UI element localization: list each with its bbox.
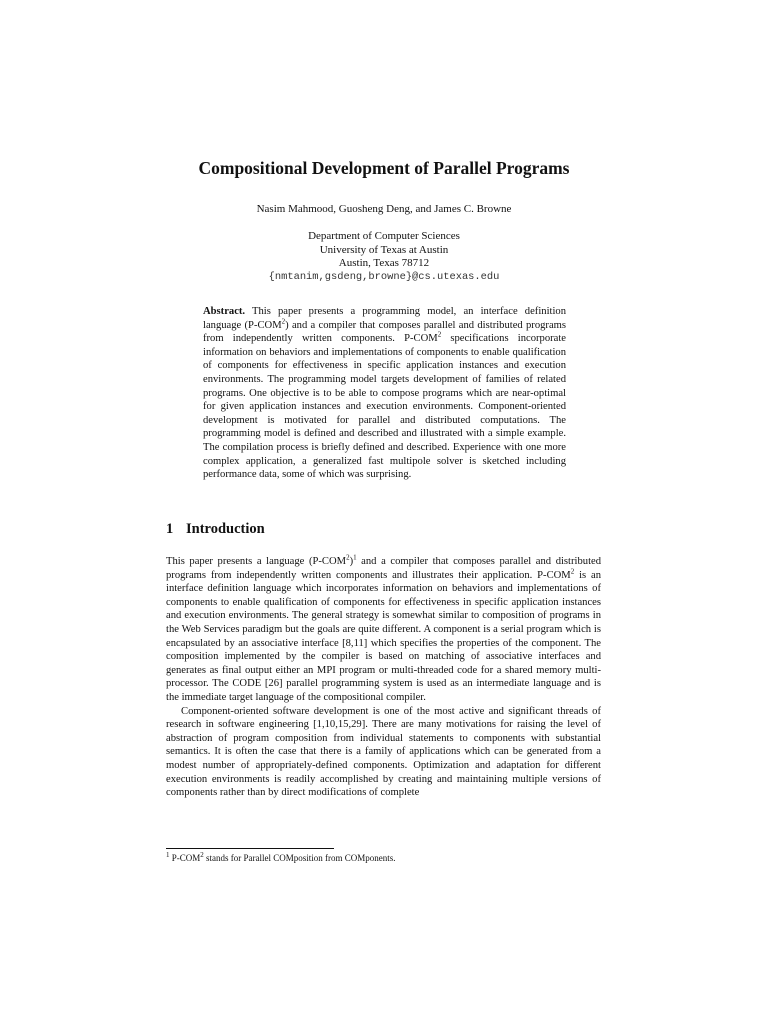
paragraph-1-text-4: is an interface definition language which incorporates information on behaviors and implementations of components to enable qualification of components for effectiveness in specific application instances and execution environments. The general strategy is somewhat similar to composition of programs in the Web Services paradigm but the goals are quite different. A component is a serial program which is encapsulated by an associative interface [8,11] which specifies the properties of the component. The composition implemented by the compiler is based on matching of associative interfaces and generates as final output either an MPI program or multi-threaded code for a shared memory multi-processor. The CODE [26] parallel programming system is used as an intermediate language and is the immediate target language of the compositional compiler.	[166, 569, 601, 703]
affiliation-city: Austin, Texas 78712	[338, 257, 430, 270]
introduction-paragraph-2: Component-oriented software development is one of the most active and significant threads of research in software engineering [1,10,15,29]. There are many motivations for raising the level of abstraction of program composition from individual statements to components with substantial semantics. It is often the case that there is a family of applications which can be generated from a modest number of appropriately-defined components. Optimization and adaptation for different execution environments is readily accomplished by creating and maintaining multiple versions of components rather than by direct modifications of complete	[166, 705, 601, 799]
paragraph-1-text-2: )	[349, 556, 354, 567]
abstract-text-3: specifications incorporate information on behaviors and implementations of components to enable qualification of components for effectiveness in specific application instances and execution environments. The programming model targets development of families of related programs. One objective is to be able to compose programs which are near-optimal for given application instances and execution environments. Component-oriented development is motivated for parallel and distributed computations. The programming model is defined and described and illustrated with a simple example. The compilation process is briefly defined and described. Experience with one more complex application, a generalized fast multipole solver is sketched including performance data, some of which was surprising.	[203, 333, 567, 481]
abstract-superscript-1: 2	[281, 317, 286, 326]
paragraph-1-superscript-1: 2	[346, 553, 350, 562]
abstract-superscript-2: 2	[437, 330, 442, 339]
section-number: 1	[166, 521, 174, 537]
footnote-text-2: stands for Parallel COMposition from COMponents.	[203, 853, 396, 863]
paragraph-1-text-3: and a compiler that composes parallel and distributed programs from independently written components and illustrates their application. P-COM	[166, 556, 602, 581]
abstract-text-1: This paper presents a programming model, an interface definition language (P-COM	[203, 306, 566, 331]
affiliation-department: Department of Computer Sciences	[308, 230, 460, 242]
footnote-marker: 1	[166, 851, 170, 859]
footnote-text-1: P-COM	[169, 853, 201, 863]
footnote-separator	[166, 848, 334, 849]
abstract-label: Abstract.	[203, 306, 246, 317]
footnote-1	[166, 853, 396, 864]
author-email: {nmtanim,gsdeng,browne}@cs.utexas.edu	[268, 270, 500, 283]
paper-title: Compositional Development of Parallel Programs	[198, 158, 570, 178]
paragraph-1-text-1: This paper presents a language (P-COM	[166, 556, 347, 567]
abstract	[203, 305, 566, 482]
footnote-reference-1[interactable]: 1	[353, 553, 357, 562]
affiliation-block	[0, 230, 768, 284]
section-title: Introduction	[186, 521, 265, 537]
introduction-paragraph-1	[166, 555, 601, 705]
footnote-superscript: 2	[200, 851, 204, 859]
affiliation-university: University of Texas at Austin	[319, 243, 449, 256]
introduction-body	[166, 555, 601, 800]
section-heading-introduction	[166, 521, 265, 538]
paragraph-1-superscript-2: 2	[570, 567, 575, 576]
abstract-text-2: ) and a compiler that composes parallel and distributed programs from independently written components. P-COM	[203, 319, 567, 345]
author-list: Nasim Mahmood, Guosheng Deng, and James C. Browne	[256, 203, 512, 215]
